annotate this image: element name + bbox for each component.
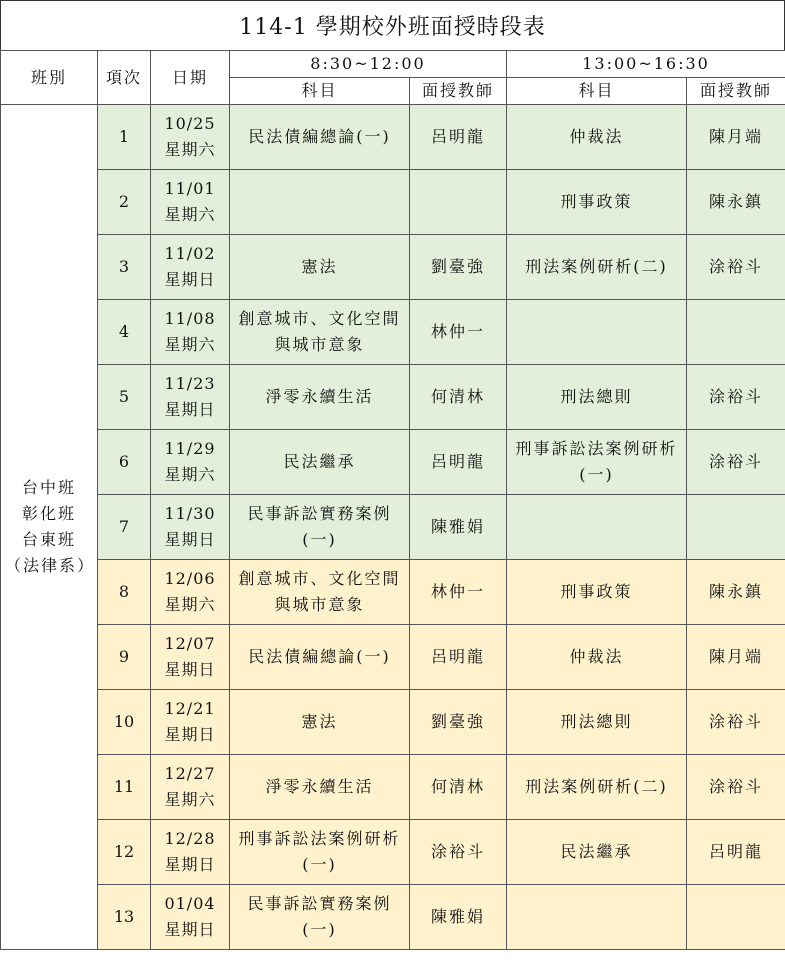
item-number-cell — [98, 690, 151, 755]
pm-teacher-cell-text: 涂裕斗 — [709, 452, 764, 471]
am-subject-cell — [230, 105, 410, 170]
pm-subject-cell — [507, 820, 687, 885]
pm-teacher-cell — [687, 105, 785, 170]
item-number-cell-text: 5 — [118, 387, 130, 406]
pm-subject-cell — [507, 690, 687, 755]
am-subject-cell — [230, 690, 410, 755]
header-morning: 8:30~12:00 — [230, 51, 507, 78]
item-number-cell — [98, 560, 151, 625]
am-subject-cell-text: 創意城市、文化空間與城市意象 — [238, 569, 401, 614]
item-number-cell — [98, 365, 151, 430]
item-number-cell — [98, 170, 151, 235]
date-cell — [151, 690, 230, 755]
item-number-cell-text: 2 — [118, 192, 130, 211]
item-number-cell — [98, 625, 151, 690]
pm-subject-cell — [507, 495, 687, 560]
pm-teacher-cell-text: 涂裕斗 — [709, 257, 764, 276]
date-cell — [151, 560, 230, 625]
pm-subject-cell-text: 民法繼承 — [560, 842, 633, 861]
date-cell-text: 11/29 — [164, 439, 216, 458]
am-teacher-cell-text: 劉臺強 — [431, 712, 486, 731]
am-subject-cell-text: 民事訴訟實務案例(一) — [247, 504, 392, 549]
date-cell — [151, 755, 230, 820]
pm-subject-cell — [507, 170, 687, 235]
am-teacher-cell-text: 呂明龍 — [431, 127, 486, 146]
date-cell-text: 11/02 — [164, 244, 216, 263]
am-subject-cell — [230, 560, 410, 625]
pm-teacher-cell — [687, 170, 785, 235]
date-cell-text: 星期六 — [164, 465, 216, 484]
pm-teacher-cell-text: 陳永鎮 — [709, 582, 764, 601]
header-item: 項次 — [98, 51, 151, 105]
date-cell-text: 星期六 — [164, 335, 216, 354]
date-cell-text: 10/25 — [164, 114, 216, 133]
pm-subject-cell — [507, 755, 687, 820]
table-row — [1, 495, 785, 560]
am-teacher-cell — [410, 820, 507, 885]
pm-subject-cell — [507, 235, 687, 300]
item-number-cell-text: 12 — [113, 842, 135, 861]
pm-subject-cell — [507, 105, 687, 170]
table-row — [1, 235, 785, 300]
am-teacher-cell — [410, 690, 507, 755]
pm-teacher-cell-text: 涂裕斗 — [709, 387, 764, 406]
date-cell — [151, 495, 230, 560]
pm-subject-cell — [507, 560, 687, 625]
pm-subject-cell — [507, 430, 687, 495]
am-teacher-cell-text: 林仲一 — [431, 582, 486, 601]
pm-subject-cell — [507, 365, 687, 430]
pm-subject-cell-text: 刑法案例研析(二) — [525, 777, 668, 796]
am-teacher-cell — [410, 105, 507, 170]
am-subject-cell — [230, 495, 410, 560]
am-subject-cell-text: 淨零永續生活 — [265, 777, 374, 796]
pm-teacher-cell-text: 陳月端 — [709, 647, 764, 666]
page-title: 114-1 學期校外班面授時段表 — [0, 0, 785, 50]
am-teacher-cell — [410, 755, 507, 820]
item-number-cell — [98, 495, 151, 560]
am-teacher-cell-text: 陳雅娟 — [431, 907, 486, 926]
am-teacher-cell — [410, 495, 507, 560]
header-am-teacher: 面授教師 — [410, 78, 507, 105]
class-group-line: 台東班 — [21, 530, 76, 549]
am-teacher-cell-text: 何清林 — [431, 387, 486, 406]
header-pm-teacher: 面授教師 — [687, 78, 785, 105]
table-row — [1, 625, 785, 690]
pm-teacher-cell-text: 陳月端 — [709, 127, 764, 146]
am-subject-cell — [230, 625, 410, 690]
pm-subject-cell — [507, 625, 687, 690]
header-date: 日期 — [151, 51, 230, 105]
class-group-cell — [1, 105, 98, 950]
am-subject-cell — [230, 885, 410, 950]
am-subject-cell-text: 憲法 — [301, 712, 338, 731]
date-cell — [151, 300, 230, 365]
table-row — [1, 755, 785, 820]
date-cell-text: 星期日 — [164, 270, 216, 289]
am-subject-cell-text: 民事訴訟實務案例(一) — [247, 894, 392, 939]
item-number-cell — [98, 430, 151, 495]
pm-teacher-cell — [687, 430, 785, 495]
am-subject-cell-text: 民法債編總論(一) — [248, 127, 391, 146]
item-number-cell — [98, 820, 151, 885]
pm-teacher-cell — [687, 365, 785, 430]
date-cell — [151, 235, 230, 300]
item-number-cell — [98, 885, 151, 950]
am-teacher-cell-text: 劉臺強 — [431, 257, 486, 276]
am-teacher-cell — [410, 560, 507, 625]
class-group-line: 台中班 — [21, 478, 76, 497]
pm-subject-cell — [507, 885, 687, 950]
am-teacher-cell-text: 陳雅娟 — [431, 517, 486, 536]
date-cell-text: 11/08 — [164, 309, 216, 328]
item-number-cell-text: 3 — [118, 257, 130, 276]
pm-teacher-cell-text: 陳永鎮 — [709, 192, 764, 211]
date-cell — [151, 430, 230, 495]
date-cell-text: 星期日 — [164, 920, 216, 939]
item-number-cell-text: 8 — [118, 582, 130, 601]
item-number-cell — [98, 105, 151, 170]
date-cell — [151, 820, 230, 885]
am-subject-cell-text: 憲法 — [301, 257, 338, 276]
table-row — [1, 820, 785, 885]
am-subject-cell-text: 民法債編總論(一) — [248, 647, 391, 666]
date-cell-text: 11/30 — [164, 504, 216, 523]
item-number-cell — [98, 235, 151, 300]
am-teacher-cell — [410, 430, 507, 495]
date-cell-text: 星期日 — [164, 855, 216, 874]
am-subject-cell — [230, 170, 410, 235]
am-subject-cell — [230, 365, 410, 430]
table-row — [1, 170, 785, 235]
date-cell-text: 星期日 — [164, 400, 216, 419]
am-subject-cell-text: 民法繼承 — [283, 452, 356, 471]
table-row — [1, 690, 785, 755]
am-teacher-cell-text: 涂裕斗 — [431, 842, 486, 861]
am-subject-cell-text: 淨零永續生活 — [265, 387, 374, 406]
am-subject-cell-text: 刑事訴訟法案例研析(一) — [238, 829, 401, 874]
am-teacher-cell — [410, 170, 507, 235]
am-subject-cell — [230, 235, 410, 300]
item-number-cell-text: 7 — [118, 517, 130, 536]
date-cell-text: 星期六 — [164, 140, 216, 159]
item-number-cell-text: 11 — [113, 777, 135, 796]
pm-teacher-cell — [687, 820, 785, 885]
pm-teacher-cell — [687, 560, 785, 625]
am-subject-cell — [230, 755, 410, 820]
item-number-cell-text: 10 — [113, 712, 135, 731]
date-cell-text: 星期日 — [164, 530, 216, 549]
pm-subject-cell-text: 刑法總則 — [560, 387, 633, 406]
am-teacher-cell-text: 呂明龍 — [431, 647, 486, 666]
header-am-subject: 科目 — [230, 78, 410, 105]
table-row — [1, 885, 785, 950]
item-number-cell-text: 1 — [118, 127, 130, 146]
date-cell — [151, 170, 230, 235]
am-teacher-cell-text: 何清林 — [431, 777, 486, 796]
item-number-cell — [98, 300, 151, 365]
date-cell-text: 星期六 — [164, 205, 216, 224]
pm-teacher-cell — [687, 755, 785, 820]
date-cell-text: 11/01 — [164, 179, 216, 198]
pm-teacher-cell — [687, 885, 785, 950]
am-subject-cell — [230, 820, 410, 885]
pm-subject-cell-text: 刑事訴訟法案例研析(一) — [515, 439, 678, 484]
date-cell-text: 11/23 — [164, 374, 216, 393]
pm-subject-cell-text: 刑事政策 — [560, 192, 633, 211]
date-cell — [151, 885, 230, 950]
item-number-cell-text: 4 — [118, 322, 130, 341]
date-cell-text: 星期六 — [164, 595, 216, 614]
am-teacher-cell-text: 林仲一 — [431, 322, 486, 341]
date-cell-text: 星期六 — [164, 790, 216, 809]
pm-teacher-cell — [687, 690, 785, 755]
header-afternoon: 13:00~16:30 — [507, 51, 785, 78]
date-cell-text: 12/06 — [164, 569, 216, 588]
am-subject-cell — [230, 300, 410, 365]
pm-subject-cell-text: 仲裁法 — [569, 647, 624, 666]
pm-teacher-cell — [687, 625, 785, 690]
date-cell-text: 12/21 — [164, 699, 216, 718]
date-cell-text: 星期日 — [164, 660, 216, 679]
date-cell-text: 12/27 — [164, 764, 216, 783]
table-row — [1, 105, 785, 170]
am-subject-cell — [230, 430, 410, 495]
pm-subject-cell — [507, 300, 687, 365]
schedule-table — [0, 50, 785, 950]
item-number-cell-text: 13 — [113, 907, 135, 926]
date-cell-text: 12/28 — [164, 829, 216, 848]
date-cell-text: 01/04 — [164, 894, 216, 913]
pm-teacher-cell-text: 呂明龍 — [709, 842, 764, 861]
item-number-cell — [98, 755, 151, 820]
pm-subject-cell-text: 刑法總則 — [560, 712, 633, 731]
table-row — [1, 300, 785, 365]
pm-teacher-cell — [687, 495, 785, 560]
pm-subject-cell-text: 刑法案例研析(二) — [525, 257, 668, 276]
item-number-cell-text: 9 — [118, 647, 130, 666]
am-teacher-cell — [410, 235, 507, 300]
am-teacher-cell-text: 呂明龍 — [431, 452, 486, 471]
date-cell — [151, 105, 230, 170]
pm-teacher-cell-text: 涂裕斗 — [709, 712, 764, 731]
date-cell — [151, 625, 230, 690]
pm-subject-cell-text: 刑事政策 — [560, 582, 633, 601]
header-class: 班別 — [1, 51, 98, 105]
date-cell — [151, 365, 230, 430]
am-teacher-cell — [410, 885, 507, 950]
table-row — [1, 560, 785, 625]
pm-teacher-cell — [687, 235, 785, 300]
am-teacher-cell — [410, 625, 507, 690]
pm-subject-cell-text: 仲裁法 — [569, 127, 624, 146]
table-row — [1, 430, 785, 495]
pm-teacher-cell — [687, 300, 785, 365]
class-group-line: 彰化班 — [21, 504, 76, 523]
am-teacher-cell — [410, 300, 507, 365]
am-subject-cell-text: 創意城市、文化空間與城市意象 — [238, 309, 401, 354]
class-group-line: （法律系） — [5, 556, 96, 575]
item-number-cell-text: 6 — [118, 452, 130, 471]
table-row — [1, 365, 785, 430]
header-pm-subject: 科目 — [507, 78, 687, 105]
am-teacher-cell — [410, 365, 507, 430]
date-cell-text: 星期日 — [164, 725, 216, 744]
date-cell-text: 12/07 — [164, 634, 216, 653]
pm-teacher-cell-text: 涂裕斗 — [709, 777, 764, 796]
